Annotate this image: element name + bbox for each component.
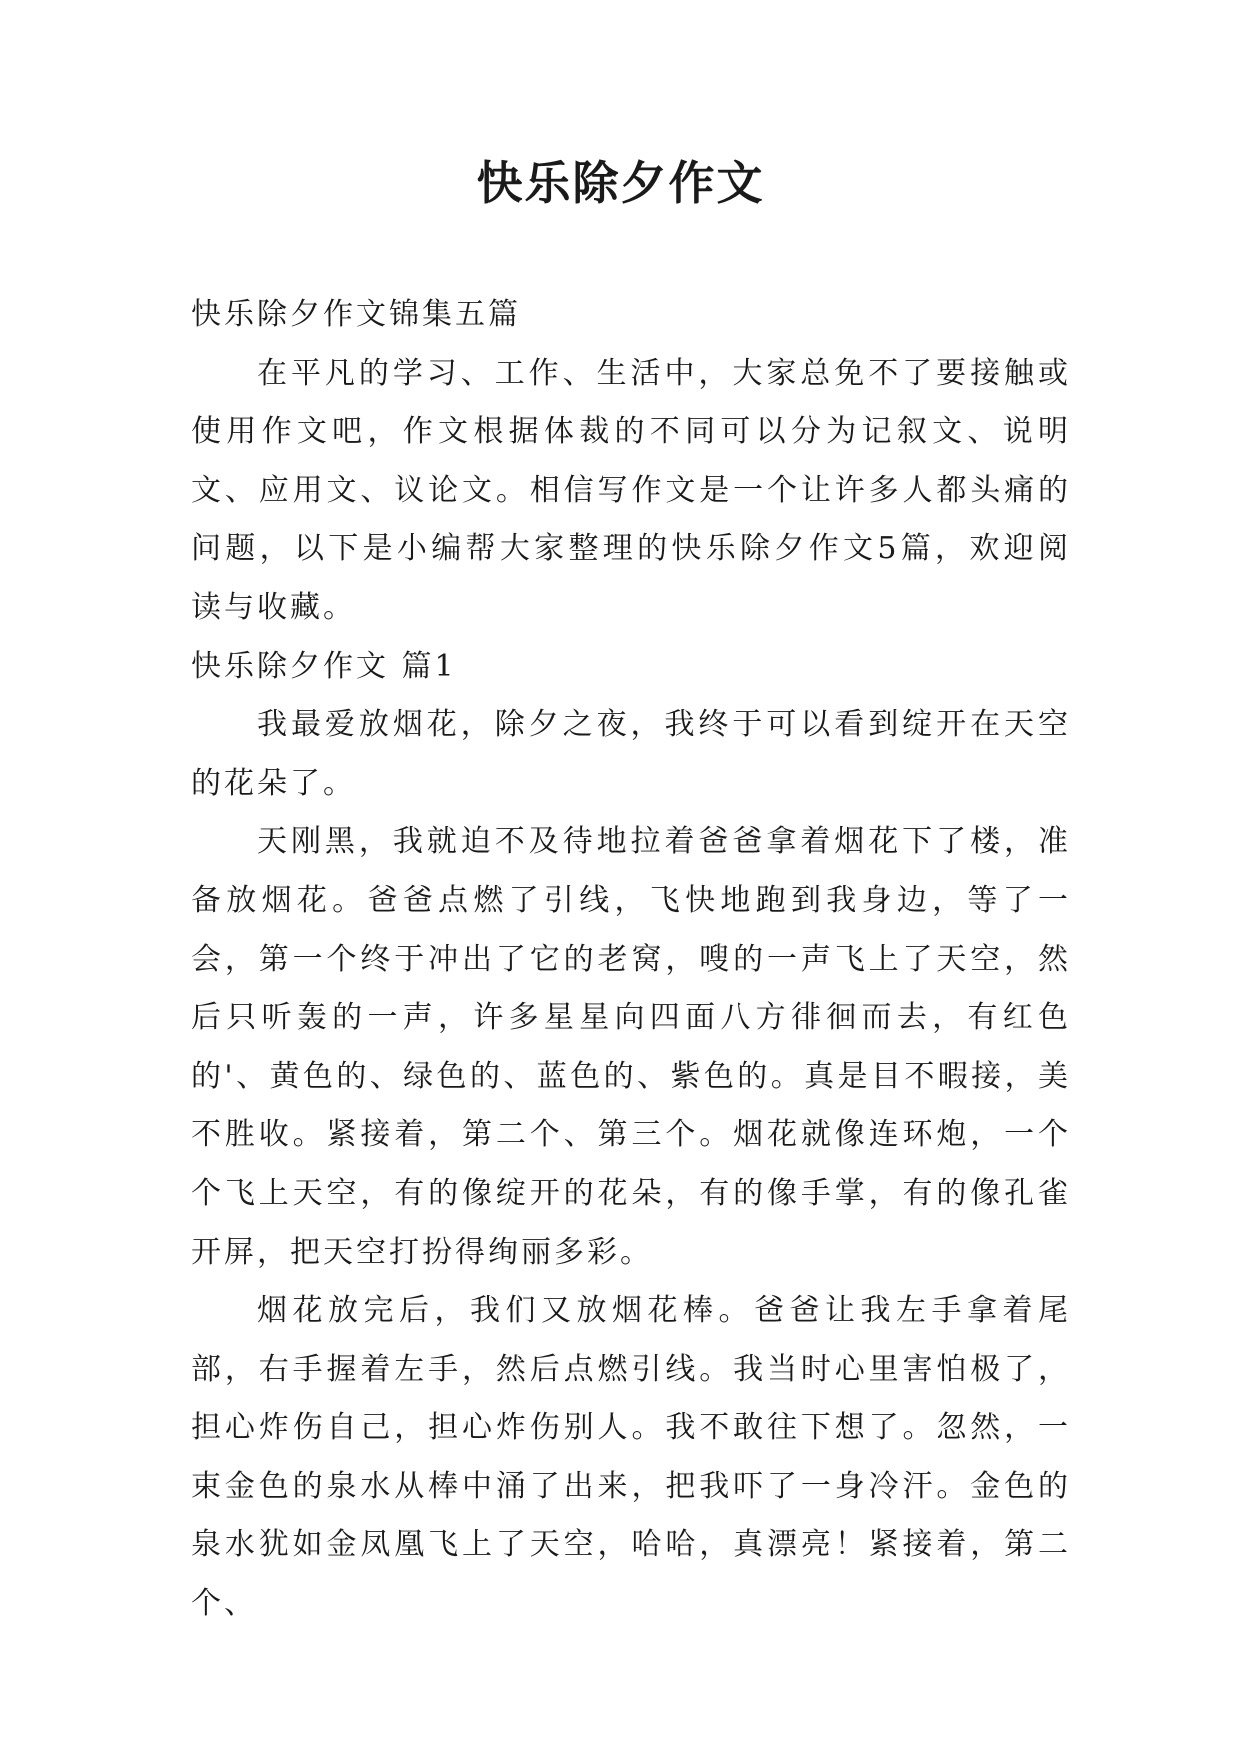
intro-paragraph: 在平凡的学习、工作、生活中，大家总免不了要接触或使用作文吧，作文根据体裁的不同可以分为记叙文、说明文、应用文、议论文。相信写作文是一个让许多人都头痛的问题，以下是小编帮大家整理的快乐除夕作文5篇，欢迎阅读与收藏。 bbox=[191, 355, 1071, 625]
body-paragraph: 烟花放完后，我们又放烟花棒。爸爸让我左手拿着尾部，右手握着左手，然后点燃引线。我当时心里害怕极了，担心炸伤自己，担心炸伤别人。我不敢往下想了。忽然，一束金色的泉水从棒中涌了出来，把我吓了一身冷汗。金色的泉水犹如金凤凰飞上了天空，哈哈，真漂亮！紧接着，第二个、 bbox=[191, 1293, 1071, 1622]
body-paragraph: 我最爱放烟花，除夕之夜，我终于可以看到绽开在天空的花朵了。 bbox=[191, 707, 1071, 801]
document-title: 快乐除夕作文 bbox=[476, 156, 765, 210]
document-body bbox=[191, 286, 1071, 1634]
section-heading: 快乐除夕作文 篇1 bbox=[191, 648, 457, 684]
body-paragraph: 天刚黑，我就迫不及待地拉着爸爸拿着烟花下了楼，准备放烟花。爸爸点燃了引线，飞快地跑到我身边，等了一会，第一个终于冲出了它的老窝，嗖的一声飞上了天空，然后只听轰的一声，许多星星向四面八方徘徊而去，有红色的'、黄色的、绿色的、蓝色的、紫色的。真是目不暇接，美不胜收。紧接着，第二个、第三个。烟花就像连环炮，一个个飞上天空，有的像绽开的花朵，有的像手掌，有的像孔雀开屏，把天空打扮得绚丽多彩。 bbox=[191, 824, 1071, 1270]
document-subtitle: 快乐除夕作文锦集五篇 bbox=[191, 297, 521, 332]
